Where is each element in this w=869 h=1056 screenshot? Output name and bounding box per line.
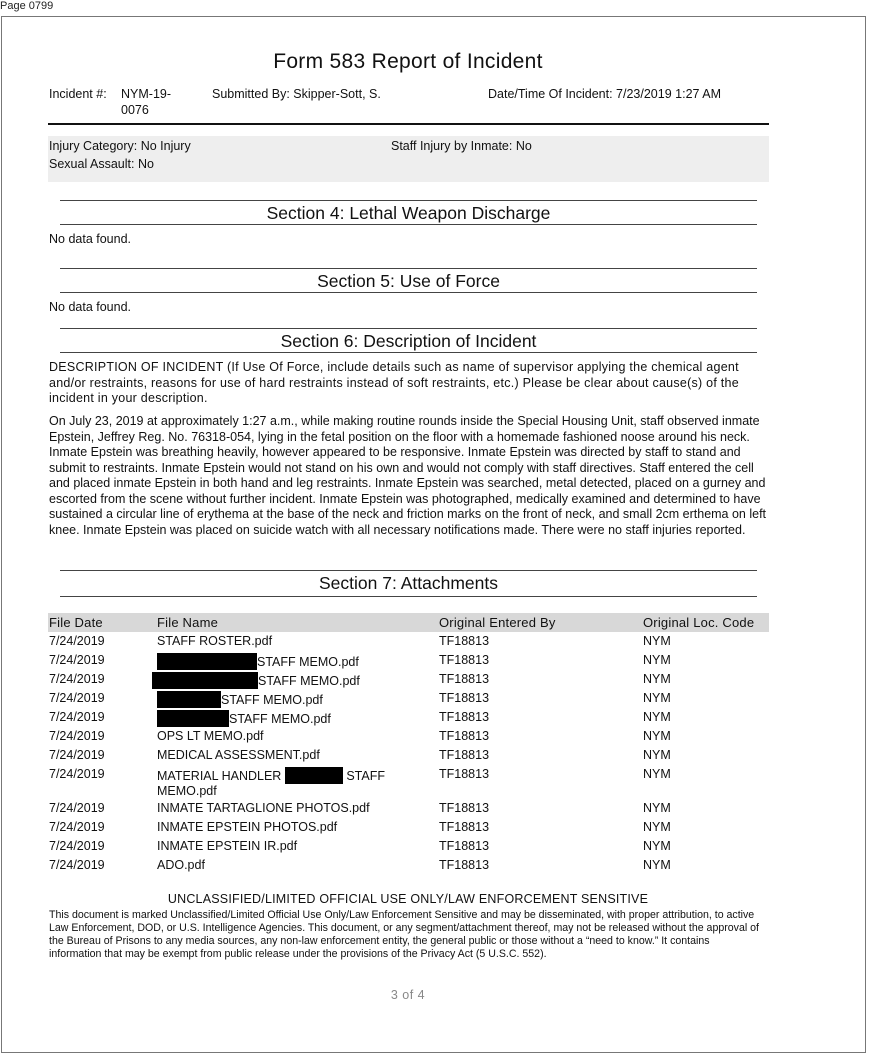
file-name-link[interactable]	[157, 710, 331, 727]
file-name-link[interactable]: INMATE EPSTEIN IR.pdf	[157, 839, 298, 853]
section-divider	[60, 268, 757, 269]
entered-by: TF18813	[439, 672, 490, 686]
submitted-by: Submitted By: Skipper-Sott, S.	[212, 87, 381, 101]
sexual-assault: Sexual Assault: No	[49, 157, 154, 171]
entered-by: TF18813	[439, 767, 490, 781]
loc-code: NYM	[643, 858, 671, 872]
section-divider	[60, 292, 757, 293]
file-date: 7/24/2019	[49, 653, 105, 667]
file-name-text: MEMO.pdf	[157, 784, 217, 798]
incident-number-line2: 0076	[121, 103, 149, 117]
file-date: 7/24/2019	[49, 672, 105, 686]
file-date: 7/24/2019	[49, 748, 105, 762]
loc-code: NYM	[643, 672, 671, 686]
entered-by: TF18813	[439, 653, 490, 667]
redaction-box	[285, 767, 343, 784]
section-divider	[60, 200, 757, 201]
col-entered-by: Original Entered By	[439, 615, 556, 630]
loc-code: NYM	[643, 820, 671, 834]
incident-number	[121, 86, 171, 118]
section-divider	[60, 224, 757, 225]
file-name-link[interactable]: STAFF ROSTER.pdf	[157, 634, 273, 648]
section7-title: Section 7: Attachments	[319, 573, 498, 593]
redaction-box	[157, 691, 221, 708]
attachments-table-header	[48, 613, 769, 632]
file-name-link[interactable]: INMATE TARTAGLIONE PHOTOS.pdf	[157, 801, 370, 815]
form-title: Form 583 Report of Incident	[273, 50, 543, 73]
section-divider	[60, 596, 757, 597]
file-name-text: STAFF MEMO.pdf	[257, 655, 359, 669]
loc-code: NYM	[643, 729, 671, 743]
page-number: 3 of 4	[390, 988, 426, 1002]
section-divider	[60, 570, 757, 571]
loc-code: NYM	[643, 653, 671, 667]
incident-number-line1: NYM-19-	[121, 87, 172, 101]
file-name-link[interactable]	[157, 653, 359, 670]
loc-code: NYM	[643, 748, 671, 762]
section4-title: Section 4: Lethal Weapon Discharge	[266, 203, 551, 223]
file-date: 7/24/2019	[49, 767, 105, 781]
section5-no-data: No data found.	[49, 300, 132, 314]
description-header: DESCRIPTION OF INCIDENT (If Use Of Force, include details such as name of supervisor applying the chemical agent and/or restraints, reasons for use of hard restraints instead of soft restraints, etc.) Please be clear about cause(s) of the incident in your description.	[49, 360, 739, 405]
section4-no-data: No data found.	[49, 232, 132, 246]
file-name-link[interactable]: MEDICAL ASSESSMENT.pdf	[157, 748, 320, 762]
file-name-link[interactable]: OPS LT MEMO.pdf	[157, 729, 264, 743]
file-name-link[interactable]: ADO.pdf	[157, 858, 205, 872]
loc-code: NYM	[643, 710, 671, 724]
file-name-text: MATERIAL HANDLER	[157, 769, 282, 783]
entered-by: TF18813	[439, 839, 490, 853]
entered-by: TF18813	[439, 801, 490, 815]
injury-category: Injury Category: No Injury	[49, 139, 191, 153]
file-name-text: STAFF MEMO.pdf	[258, 674, 360, 688]
file-date: 7/24/2019	[49, 691, 105, 705]
file-date: 7/24/2019	[49, 858, 105, 872]
redaction-box	[157, 653, 257, 670]
loc-code: NYM	[643, 767, 671, 781]
file-date: 7/24/2019	[49, 801, 105, 815]
col-file-name: File Name	[157, 615, 219, 630]
section5-title: Section 5: Use of Force	[317, 271, 500, 291]
entered-by: TF18813	[439, 634, 490, 648]
file-name-text: STAFF	[346, 769, 385, 783]
incident-number-label: Incident #:	[49, 87, 107, 101]
col-file-date: File Date	[49, 615, 103, 630]
loc-code: NYM	[643, 801, 671, 815]
classification-banner: UNCLASSIFIED/LIMITED OFFICIAL USE ONLY/LAW ENFORCEMENT SENSITIVE	[167, 892, 649, 906]
file-name-link[interactable]	[157, 691, 323, 708]
file-date: 7/24/2019	[49, 839, 105, 853]
page-label: Page 0799	[0, 0, 54, 12]
section-divider	[60, 352, 757, 353]
entered-by: TF18813	[439, 858, 490, 872]
staff-injury: Staff Injury by Inmate: No	[391, 139, 532, 153]
entered-by: TF18813	[439, 710, 490, 724]
file-name-link[interactable]	[152, 672, 360, 689]
section-divider	[60, 328, 757, 329]
loc-code: NYM	[643, 839, 671, 853]
file-name-link[interactable]: INMATE EPSTEIN PHOTOS.pdf	[157, 820, 338, 834]
file-date: 7/24/2019	[49, 634, 105, 648]
header-rule	[48, 123, 769, 125]
entered-by: TF18813	[439, 729, 490, 743]
file-date: 7/24/2019	[49, 729, 105, 743]
redaction-box	[152, 672, 258, 689]
incident-datetime: Date/Time Of Incident: 7/23/2019 1:27 AM	[488, 87, 722, 101]
entered-by: TF18813	[439, 691, 490, 705]
loc-code: NYM	[643, 691, 671, 705]
file-name-link[interactable]	[157, 767, 407, 799]
injury-summary	[48, 136, 769, 182]
section6-title: Section 6: Description of Incident	[280, 331, 537, 351]
description-body: On July 23, 2019 at approximately 1:27 a.m., while making routine rounds inside the Special Housing Unit, staff observed inmate Epstein, Jeffrey Reg. No. 76318-054, lying in the fetal position on the floor with a homemade fashioned noose around his neck. Inmate Epstein was breathing heavily, however appeared to be responsive. Inmate Epstein was directed by staff to stand and submit to restraints. Inmate Epstein would not stand on his own and would not comply with staff directives. Staff entered the cell and placed inmate Epstein in both hand and leg restraints. Inmate Epstein was searched, metal detected, placed on a gurney and escorted from the scene without further incident. Inmate Epstein was photographed, medically examined and determined to have sustained a circular line of erythema at the base of the neck and friction marks on the front of neck, and small 2cm erthema on left knee. Inmate Epstein was placed on suicide watch with all necessary notifications made. There were no staff injuries reported.	[49, 414, 767, 537]
col-loc-code: Original Loc. Code	[643, 615, 755, 630]
entered-by: TF18813	[439, 748, 490, 762]
disclaimer-text: This document is marked Unclassified/Limited Official Use Only/Law Enforcement Sensitive and may be disseminated, with proper attribution, to active Law Enforcement, DOD, or U.S. Intelligence Agencies. This document, or any segment/attachment thereof, may not be released without the approval of the Bureau of Prisons to any media sources, any non-law enforcement entity, the general public or those without a “need to know.” It contains information that may be exempt from public release under the provisions of the Privacy Act (5 U.S.C. 552).	[49, 909, 759, 960]
file-name-text: STAFF MEMO.pdf	[229, 712, 331, 726]
file-date: 7/24/2019	[49, 820, 105, 834]
redaction-box	[157, 710, 229, 727]
file-name-text: STAFF MEMO.pdf	[221, 693, 323, 707]
file-date: 7/24/2019	[49, 710, 105, 724]
loc-code: NYM	[643, 634, 671, 648]
entered-by: TF18813	[439, 820, 490, 834]
